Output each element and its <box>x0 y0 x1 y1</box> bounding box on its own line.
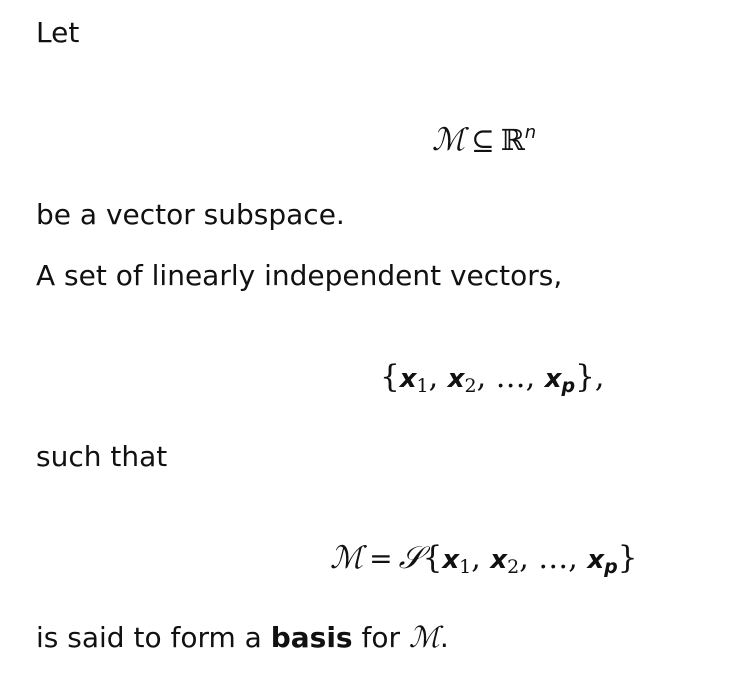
subscript-2: 2 <box>507 556 520 578</box>
comma: , <box>476 360 496 395</box>
text-independent-vectors: A set of linearly independent vectors, <box>36 259 563 292</box>
basis-suffix: for <box>352 621 409 654</box>
symbol-M-inline: ℳ <box>408 620 440 654</box>
term-basis: basis <box>270 621 353 654</box>
subscript-1: 1 <box>459 556 472 578</box>
symbol-equals: = <box>369 542 393 575</box>
comma: , <box>525 360 545 395</box>
vector-xp: x <box>587 545 605 575</box>
subscript-2: 2 <box>464 375 477 397</box>
symbol-subseteq: ⊆ <box>471 124 495 157</box>
comma: , <box>519 541 539 576</box>
subscript-p: p <box>604 556 618 578</box>
text-such-that: such that <box>36 440 168 473</box>
text-subspace: be a vector subspace. <box>36 198 345 231</box>
comma: , <box>568 541 588 576</box>
right-brace: } <box>575 359 595 395</box>
period: . <box>439 621 449 654</box>
subscript-p: p <box>561 375 576 397</box>
symbol-R: ℝ <box>500 123 525 157</box>
symbol-S: 𝒮 <box>398 540 423 576</box>
comma: , <box>428 360 448 395</box>
comma: , <box>471 541 491 576</box>
symbol-M: ℳ <box>330 540 364 576</box>
ellipsis: … <box>538 541 569 576</box>
equation-span <box>330 538 637 587</box>
vector-x2: x <box>490 545 508 575</box>
right-brace: } <box>617 540 638 576</box>
left-brace: { <box>380 359 400 395</box>
basis-prefix: is said to form a <box>36 621 271 654</box>
symbol-M: ℳ <box>432 122 466 158</box>
vector-x2: x <box>447 364 465 394</box>
trailing-comma: , <box>594 360 605 395</box>
equation-subspace <box>432 113 536 161</box>
ellipsis: … <box>495 360 526 395</box>
superscript-n: n <box>524 122 537 143</box>
vector-x1: x <box>399 364 417 394</box>
text-let: Let <box>36 16 80 49</box>
vector-x1: x <box>442 545 460 575</box>
vector-xp: x <box>544 364 562 394</box>
text-basis-definition <box>36 620 449 655</box>
subscript-1: 1 <box>416 375 429 397</box>
equation-vector-set <box>380 357 604 406</box>
left-brace: { <box>422 540 443 576</box>
